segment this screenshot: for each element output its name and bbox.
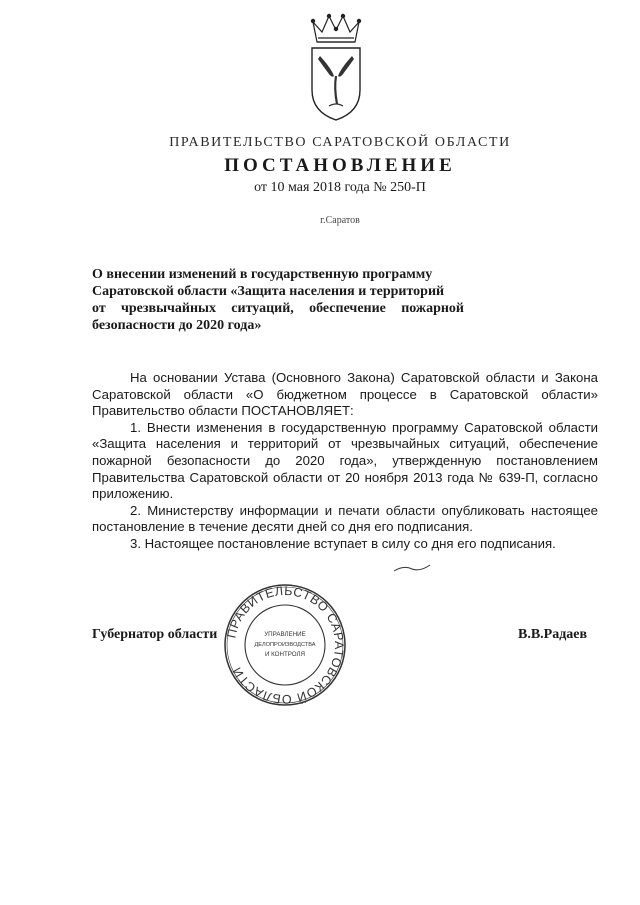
organization-name: ПРАВИТЕЛЬСТВО САРАТОВСКОЙ ОБЛАСТИ — [169, 135, 511, 150]
signatory-name: В.В.Радаев — [518, 627, 588, 642]
body-paragraph: 1. Внести изменения в государственную программу Саратовской области «Защита населения и территорий от чрезвычайных ситуаций, обеспечение пожарной безопасности до 2020 года», утвержденную постановлением Правительства Саратовской области от 20 ноября 2013 года № 639-П, согласно приложению. — [92, 419, 598, 502]
official-stamp — [220, 580, 350, 710]
city-name: г.Саратов — [320, 215, 360, 226]
title-line: безопасности до 2020 года» — [92, 318, 262, 333]
title-line: Саратовской области «Защита населения и территорий — [92, 284, 445, 299]
document-type: ПОСТАНОВЛЕНИЕ — [224, 155, 456, 176]
body-paragraph: 3. Настоящее постановление вступает в силу со дня его подписания. — [130, 535, 556, 551]
coat-of-arms-icon — [307, 12, 365, 124]
title-line: О внесении изменений в государственную программу — [92, 267, 433, 282]
stamp-ring-text: ПРАВИТЕЛЬСТВО САРАТОВСКОЙ ОБЛАСТИ — [224, 583, 347, 707]
stamp-inner-line: И КОНТРОЛЯ — [264, 651, 306, 658]
document-title — [92, 266, 464, 334]
signature-mark — [392, 562, 432, 574]
document-body — [92, 370, 598, 553]
signatory-position: Губернатор области — [92, 627, 218, 642]
body-paragraph: На основании Устава (Основного Закона) Саратовской области и Закона Саратовской области «О бюджетном процессе в Саратовской области» Правительство области ПОСТАНОВЛЯЕТ: — [92, 370, 598, 419]
stamp-inner-line: УПРАВЛЕНИЕ — [264, 631, 306, 638]
body-paragraph: 2. Министерству информации и печати области опубликовать настоящее постановление в течение десяти дней со дня его подписания. — [92, 502, 598, 535]
title-line: от чрезвычайных ситуаций, обеспечение пожарной — [92, 301, 464, 316]
document-date-number: от 10 мая 2018 года № 250-П — [254, 180, 426, 195]
stamp-inner-line: ДЕЛОПРОИЗВОДСТВА — [254, 642, 316, 648]
